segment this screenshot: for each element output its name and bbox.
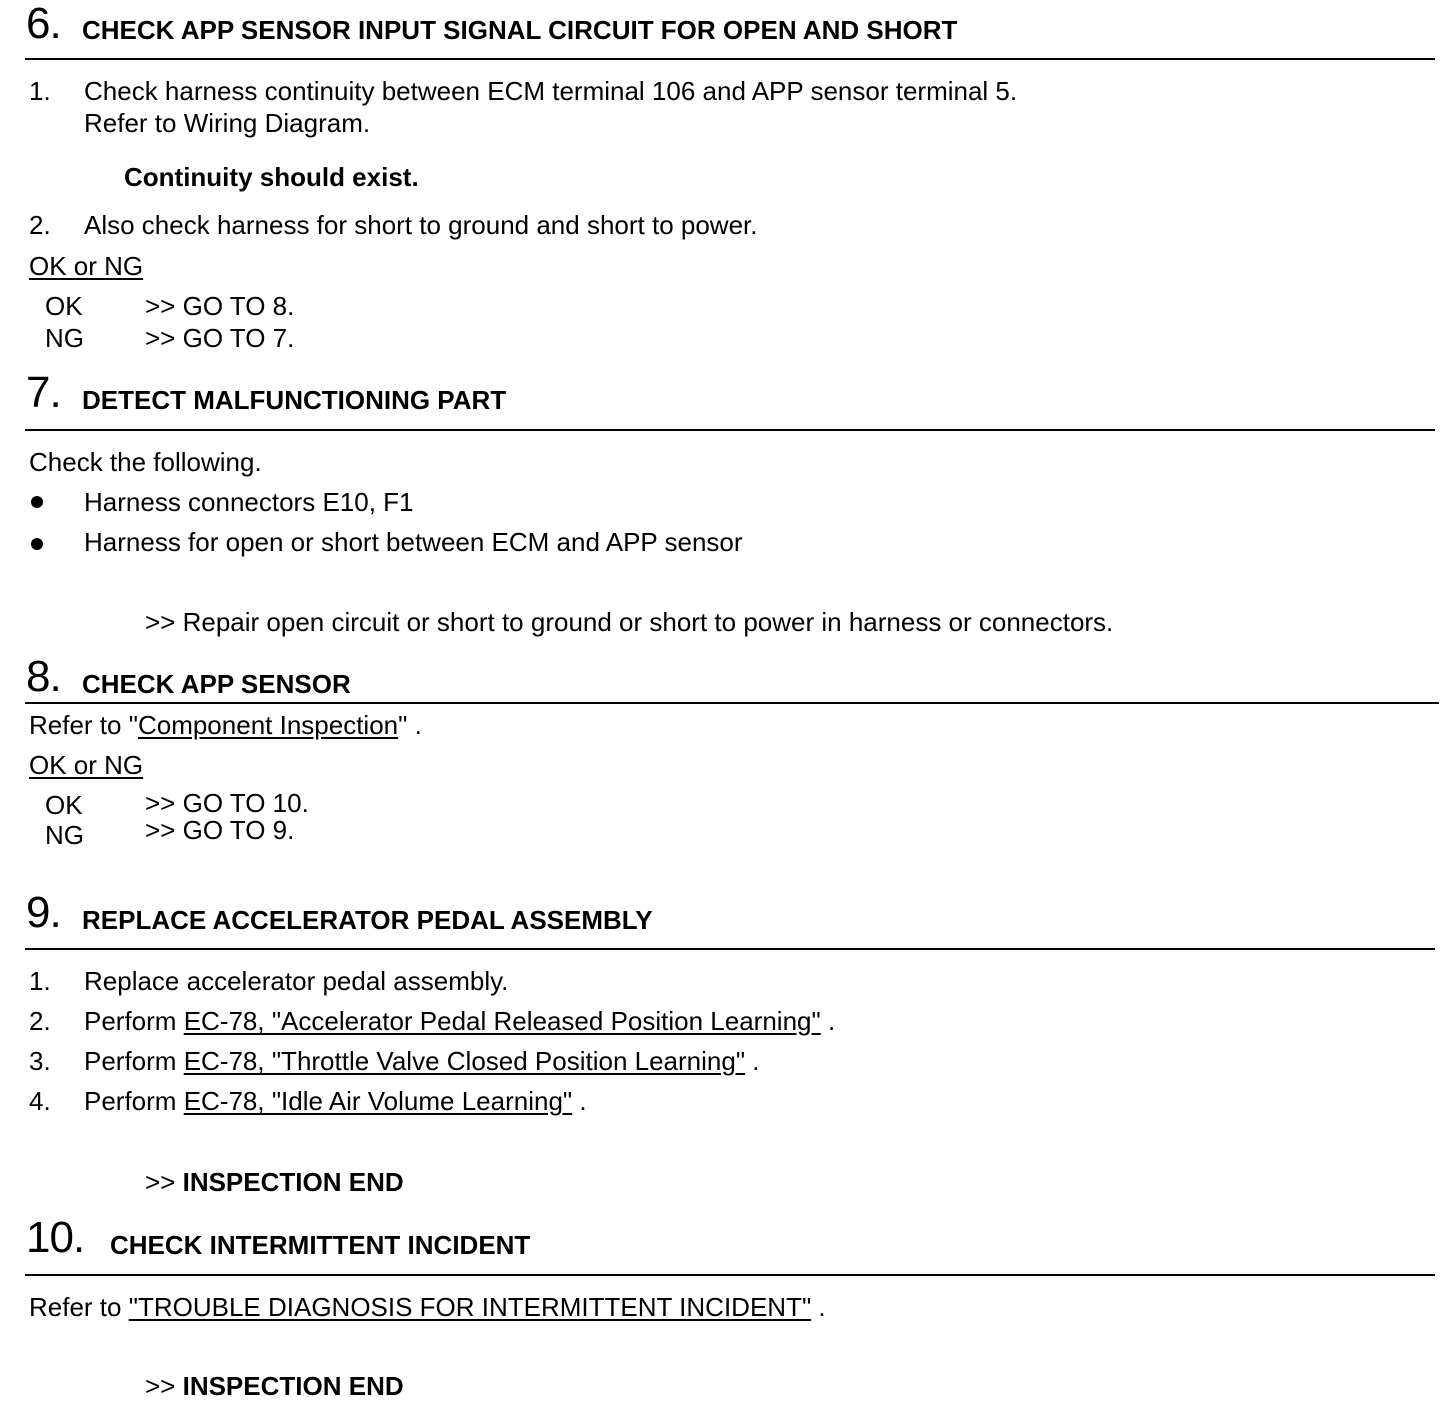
step7-intro: Check the following. xyxy=(29,447,262,477)
step10-refer-prefix: Refer to xyxy=(29,1292,129,1322)
step8-refer xyxy=(29,712,422,738)
step7-action: >> Repair open circuit or short to ground or short to power in harness or connectors. xyxy=(145,607,1114,637)
step9-item3-text xyxy=(84,1048,760,1074)
step6-item1-number: 1. xyxy=(29,76,51,106)
step9-item4-suffix: . xyxy=(572,1086,587,1116)
bullet-icon xyxy=(31,538,43,550)
step6-item2-number: 2. xyxy=(29,210,51,240)
component-inspection-link[interactable]: Component Inspection xyxy=(137,710,399,740)
step8-number: 8. xyxy=(26,652,61,701)
step9-item3-prefix: Perform xyxy=(84,1046,184,1076)
step9-item1-number: 1. xyxy=(29,966,51,996)
step6-item2-text: Also check harness for short to ground and short to power. xyxy=(84,210,758,240)
step9-item2-text xyxy=(84,1008,835,1034)
step7-title: DETECT MALFUNCTIONING PART xyxy=(82,385,507,415)
step8-refer-prefix: Refer to " xyxy=(29,710,138,740)
step9-end-text: INSPECTION END xyxy=(182,1167,404,1197)
step6-item1-text: Check harness continuity between ECM terminal 106 and APP sensor terminal 5. xyxy=(84,76,1018,106)
throttle-valve-learning-link[interactable]: EC-78, "Throttle Valve Closed Position Learning" xyxy=(183,1046,746,1076)
step9-item4-prefix: Perform xyxy=(84,1086,184,1116)
step6-ng-action: >> GO TO 7. xyxy=(145,323,295,353)
step6-title: CHECK APP SENSOR INPUT SIGNAL CIRCUIT FOR OPEN AND SHORT xyxy=(82,15,958,45)
step9-item3-number: 3. xyxy=(29,1046,51,1076)
step8-ng-label: NG xyxy=(45,820,84,850)
step9-end-arrow: >> xyxy=(145,1167,183,1197)
step8-ok-action: >> GO TO 10. xyxy=(145,788,309,818)
step6-spec: Continuity should exist. xyxy=(124,162,419,192)
step6-ok-ng-heading: OK or NG xyxy=(29,251,144,281)
step9-item1-text: Replace accelerator pedal assembly. xyxy=(84,966,509,996)
bullet-icon xyxy=(31,496,43,508)
step6-ok-action: >> GO TO 8. xyxy=(145,291,295,321)
step9-title: REPLACE ACCELERATOR PEDAL ASSEMBLY xyxy=(82,905,653,935)
step10-title: CHECK INTERMITTENT INCIDENT xyxy=(110,1230,531,1260)
accelerator-pedal-learning-link[interactable]: EC-78, "Accelerator Pedal Released Position Learning" xyxy=(183,1006,821,1036)
step10-refer-suffix: . xyxy=(811,1292,826,1322)
step6-divider xyxy=(25,58,1435,60)
step6-ok-label: OK xyxy=(45,291,83,321)
step7-bullet-2: Harness for open or short between ECM and APP sensor xyxy=(84,527,743,557)
step10-end xyxy=(145,1373,404,1399)
step10-number: 10. xyxy=(26,1213,85,1262)
step8-ok-label: OK xyxy=(45,790,83,820)
step10-end-text: INSPECTION END xyxy=(182,1371,404,1401)
idle-air-volume-learning-link[interactable]: EC-78, "Idle Air Volume Learning" xyxy=(183,1086,573,1116)
step8-divider xyxy=(25,702,1439,704)
step9-item4-number: 4. xyxy=(29,1086,51,1116)
step9-item3-suffix: . xyxy=(745,1046,760,1076)
step8-title: CHECK APP SENSOR xyxy=(82,669,351,699)
step7-bullet-1: Harness connectors E10, F1 xyxy=(84,487,414,517)
step7-divider xyxy=(25,429,1435,431)
step9-item2-prefix: Perform xyxy=(84,1006,184,1036)
step9-item4-text xyxy=(84,1088,587,1114)
step8-refer-suffix: " . xyxy=(398,710,422,740)
trouble-diagnosis-intermittent-link[interactable]: "TROUBLE DIAGNOSIS FOR INTERMITTENT INCIDENT" xyxy=(128,1292,812,1322)
step10-end-arrow: >> xyxy=(145,1371,183,1401)
step8-ok-ng-heading: OK or NG xyxy=(29,750,144,780)
step6-ng-label: NG xyxy=(45,323,84,353)
step9-number: 9. xyxy=(26,888,61,937)
step6-number: 6. xyxy=(26,0,61,48)
step10-divider xyxy=(25,1274,1435,1276)
step10-refer xyxy=(29,1294,826,1320)
step9-divider xyxy=(25,948,1435,950)
step8-ng-action: >> GO TO 9. xyxy=(145,815,295,845)
step9-item2-suffix: . xyxy=(820,1006,836,1036)
step7-number: 7. xyxy=(26,368,61,417)
step6-item1-refer: Refer to Wiring Diagram. xyxy=(84,108,371,138)
step9-item2-number: 2. xyxy=(29,1006,51,1036)
step9-end xyxy=(145,1169,404,1195)
